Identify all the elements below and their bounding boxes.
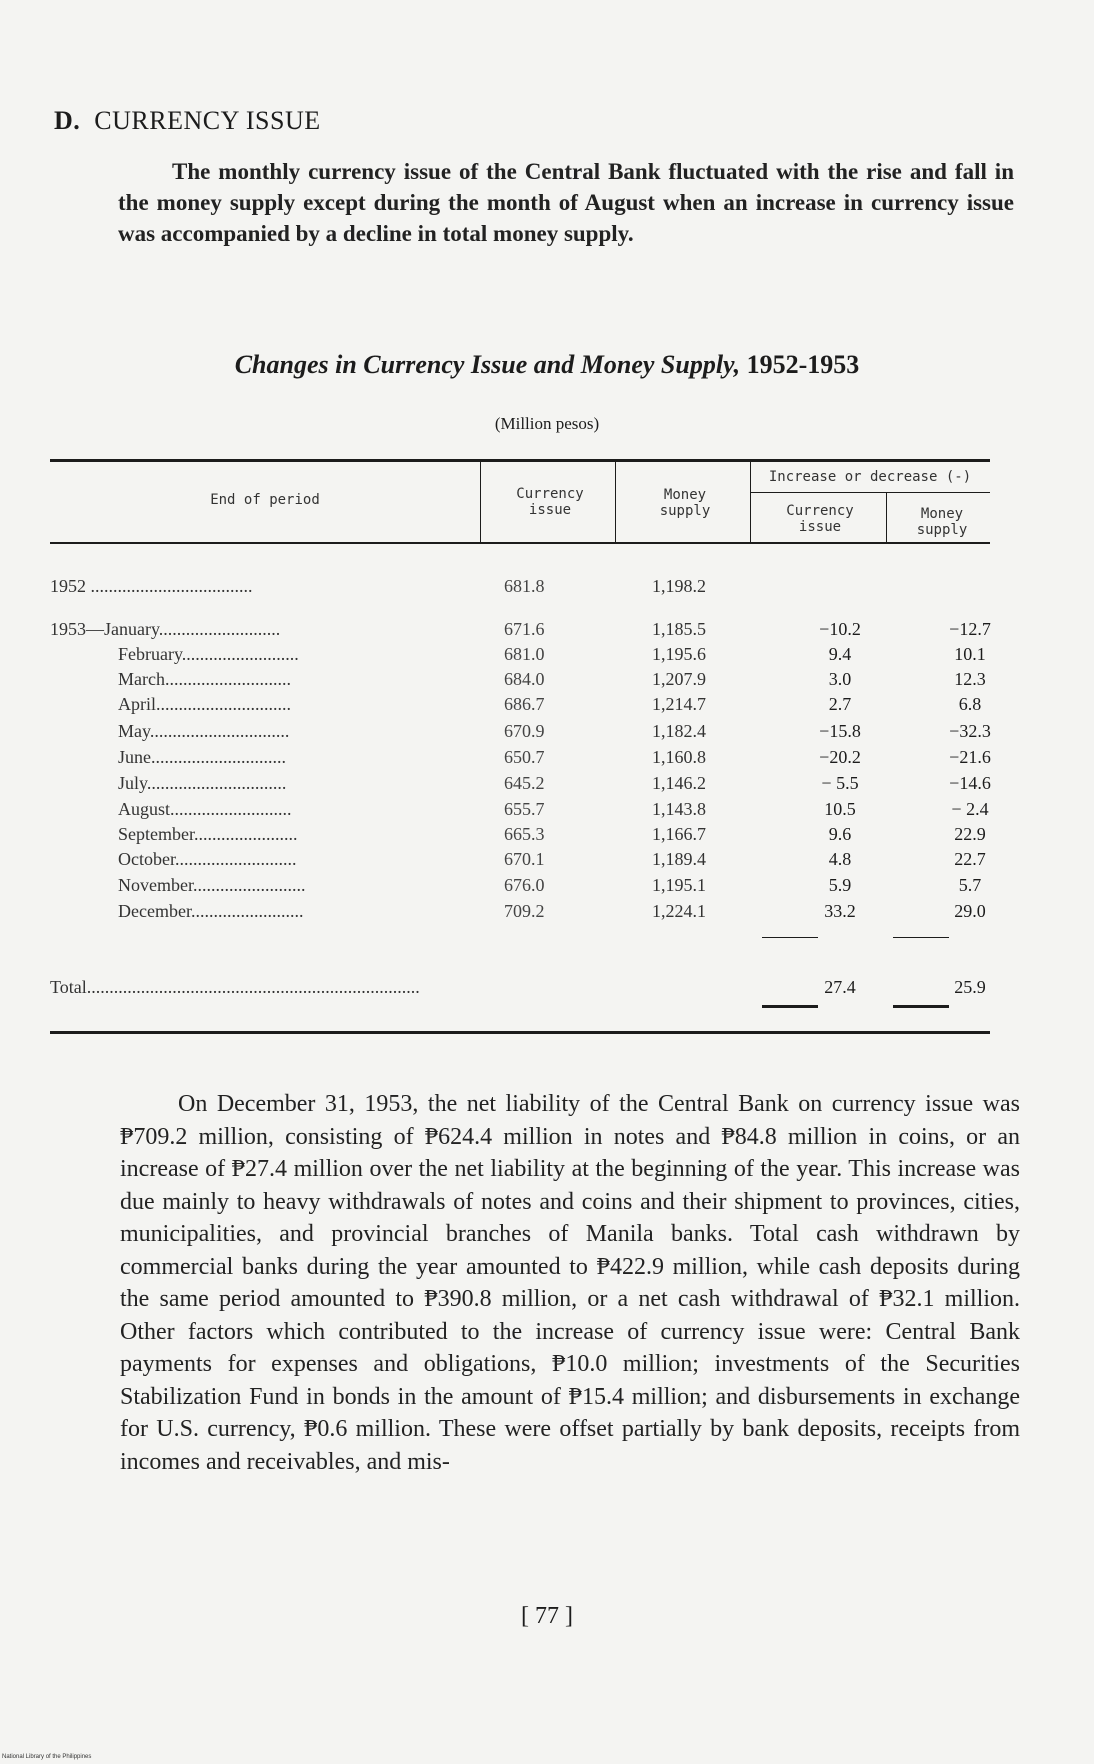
currency-issue-cell: 684.0 xyxy=(504,669,545,689)
row-label: September....................... xyxy=(118,824,298,844)
table-row xyxy=(50,822,990,847)
currency-issue-cell: 650.7 xyxy=(504,747,545,767)
table-row xyxy=(50,667,990,692)
subtotal-rule-currency xyxy=(762,937,818,938)
row-label: June.............................. xyxy=(118,747,286,767)
currency-issue-cell: 709.2 xyxy=(504,901,545,921)
change-currency-cell: 33.2 xyxy=(824,901,856,921)
change-currency-cell: 4.8 xyxy=(828,849,852,869)
currency-issue-cell: 676.0 xyxy=(504,875,545,895)
header-change-currency: Currency issue xyxy=(786,503,854,535)
change-money-cell: 29.0 xyxy=(954,901,986,921)
row-label: May............................... xyxy=(118,721,290,741)
money-supply-cell: 1,143.8 xyxy=(652,799,706,819)
total-double-rule-money xyxy=(893,1005,949,1008)
table-row xyxy=(50,899,990,924)
money-supply-cell: 1,195.1 xyxy=(652,875,706,895)
table-row xyxy=(50,797,990,822)
row-label: August........................... xyxy=(118,799,292,819)
table-row xyxy=(50,692,990,717)
row-label: December......................... xyxy=(118,901,304,921)
total-change-currency: 27.4 xyxy=(824,977,856,997)
row-label: February.......................... xyxy=(118,644,299,664)
table-title-years: 1952-1953 xyxy=(746,350,860,379)
table-row xyxy=(50,745,990,770)
change-group-rule xyxy=(750,492,990,493)
section-title: CURRENCY ISSUE xyxy=(94,106,321,135)
money-supply-cell: 1,195.6 xyxy=(652,644,706,664)
change-currency-cell: 10.5 xyxy=(824,799,856,819)
table-row xyxy=(50,642,990,667)
intro-paragraph: The monthly currency issue of the Central Bank fluctuated with the rise and fall in the money supply except during the month of August when an increase in currency issue was accompanied by a decline in total money supply. xyxy=(118,159,1014,246)
header-currency-issue: Currency issue xyxy=(516,486,584,518)
currency-issue-cell: 681.8 xyxy=(504,576,545,596)
table-row xyxy=(50,574,990,599)
money-supply-cell: 1,214.7 xyxy=(652,694,706,714)
money-supply-cell: 1,198.2 xyxy=(652,576,706,596)
table-row xyxy=(50,771,990,796)
table-unit: (Million pesos) xyxy=(494,414,600,433)
row-label: March............................ xyxy=(118,669,291,689)
change-money-cell: 22.7 xyxy=(954,849,986,869)
row-label: July............................... xyxy=(118,773,287,793)
change-money-cell: 5.7 xyxy=(958,875,982,895)
table-title-text: Changes in Currency Issue and Money Supply, xyxy=(234,350,741,379)
change-currency-cell: 3.0 xyxy=(828,669,852,689)
change-currency-cell: 2.7 xyxy=(828,694,852,714)
money-supply-cell: 1,146.2 xyxy=(652,773,706,793)
money-supply-cell: 1,166.7 xyxy=(652,824,706,844)
change-currency-cell: −20.2 xyxy=(819,747,861,767)
header-change-group: Increase or decrease (-) xyxy=(768,469,972,485)
currency-issue-cell: 671.6 xyxy=(504,619,545,639)
change-money-cell: 22.9 xyxy=(954,824,986,844)
currency-issue-cell: 670.9 xyxy=(504,721,545,741)
section-letter: D. xyxy=(54,106,81,135)
currency-issue-cell: 686.7 xyxy=(504,694,545,714)
table-row xyxy=(50,617,990,642)
change-money-cell: −12.7 xyxy=(949,619,991,639)
row-label: 1952 .................................... xyxy=(50,576,253,596)
total-change-money: 25.9 xyxy=(954,977,986,997)
table-title xyxy=(0,350,1094,380)
table-bottom-rule xyxy=(50,1031,990,1034)
currency-issue-cell: 681.0 xyxy=(504,644,545,664)
header-bottom-rule xyxy=(50,542,990,544)
table-top-rule xyxy=(50,459,990,462)
subtotal-rule-money xyxy=(893,937,949,938)
header-divider-1 xyxy=(480,462,481,542)
row-label: 1953—January........................... xyxy=(50,619,281,639)
row-label: April.............................. xyxy=(118,694,291,714)
total-label: Total.......................................................................... xyxy=(50,977,420,997)
currency-issue-cell: 665.3 xyxy=(504,824,545,844)
total-double-rule-currency xyxy=(762,1005,818,1008)
change-currency-cell: −10.2 xyxy=(819,619,861,639)
table-row xyxy=(50,847,990,872)
change-currency-cell: − 5.5 xyxy=(821,773,859,793)
change-money-cell: − 2.4 xyxy=(951,799,989,819)
money-supply-cell: 1,185.5 xyxy=(652,619,706,639)
section-heading xyxy=(54,106,321,136)
change-money-cell: −14.6 xyxy=(949,773,991,793)
table-row xyxy=(50,719,990,744)
change-money-cell: 6.8 xyxy=(958,694,982,714)
change-currency-cell: 9.6 xyxy=(828,824,852,844)
page-number: [ 77 ] xyxy=(521,1603,573,1629)
change-currency-cell: −15.8 xyxy=(819,721,861,741)
change-money-cell: 10.1 xyxy=(954,644,986,664)
change-money-cell: 12.3 xyxy=(954,669,986,689)
header-change-money: Money supply xyxy=(916,506,968,538)
header-divider-4 xyxy=(886,493,887,542)
header-money-supply: Money supply xyxy=(659,487,711,519)
row-label: November......................... xyxy=(118,875,306,895)
change-currency-cell: 5.9 xyxy=(828,875,852,895)
money-supply-cell: 1,207.9 xyxy=(652,669,706,689)
header-divider-2 xyxy=(615,462,616,542)
money-supply-cell: 1,160.8 xyxy=(652,747,706,767)
change-money-cell: −21.6 xyxy=(949,747,991,767)
body-paragraph: On December 31, 1953, the net liability of the Central Bank on currency issue was ₱709.2 million, consisting of ₱624.4 million in notes and ₱84.8 million in coins, or an increase of ₱27.4 million over the net liability at the beginning of the year. This increase was due mainly to heavy withdrawals of notes and coins and their shipment to provinces, cities, municipalities, and provincial branches of Manila banks. Total cash withdrawn by commercial banks during the year amounted to ₱422.9 million, while cash deposits during the same period amounted to ₱390.8 million, or a net cash withdrawal of ₱32.1 million. Other factors which contributed to the increase of currency issue were: Central Bank payments for expenses and obligations, ₱10.0 million; investments of the Securities Stabilization Fund in bonds in the amount of ₱15.4 million; and disbursements in exchange for U.S. currency, ₱0.6 million. These were offset partially by bank deposits, receipts from incomes and receivables, and mis- xyxy=(120,1091,1020,1475)
change-money-cell: −32.3 xyxy=(949,721,991,741)
row-label: October........................... xyxy=(118,849,297,869)
library-footer: National Library of the Philippines xyxy=(2,1754,92,1760)
change-currency-cell: 9.4 xyxy=(828,644,852,664)
table-row xyxy=(50,873,990,898)
money-supply-cell: 1,224.1 xyxy=(652,901,706,921)
money-supply-cell: 1,182.4 xyxy=(652,721,706,741)
currency-issue-cell: 645.2 xyxy=(504,773,545,793)
money-supply-cell: 1,189.4 xyxy=(652,849,706,869)
header-end-of-period: End of period xyxy=(210,492,320,508)
currency-issue-cell: 670.1 xyxy=(504,849,545,869)
currency-issue-cell: 655.7 xyxy=(504,799,545,819)
